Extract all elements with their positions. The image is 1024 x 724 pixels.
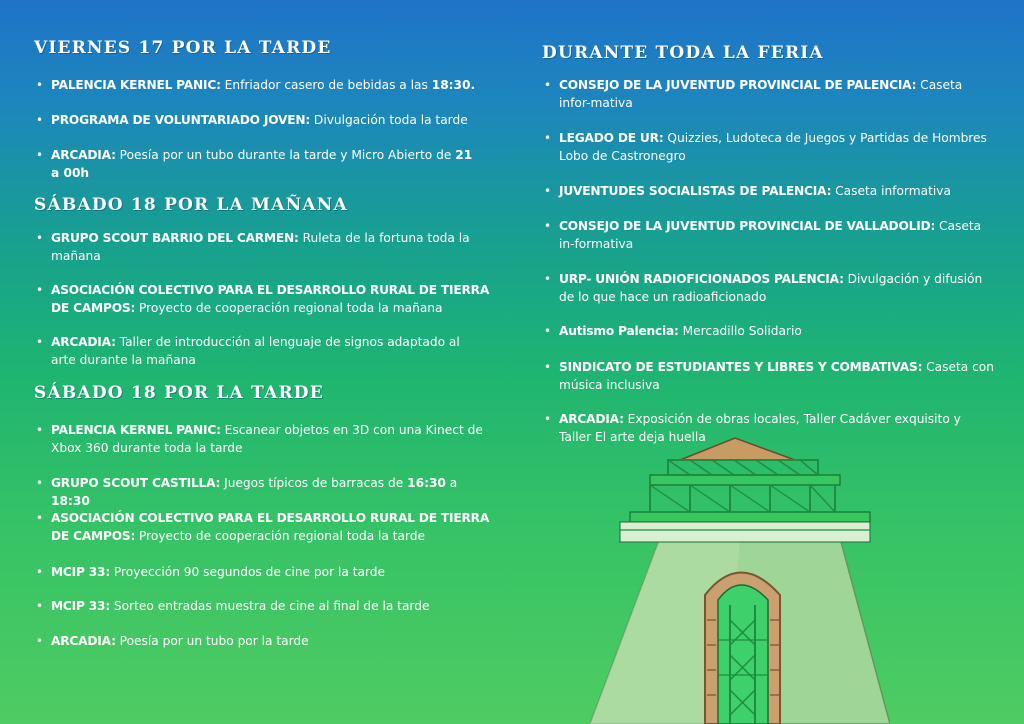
list-item	[34, 333, 484, 369]
item-text: Caseta informativa	[831, 184, 951, 198]
item-org: ARCADIA:	[51, 148, 116, 162]
item-text: Divulgación y difusión de lo que hace un radioaficionado	[559, 272, 983, 304]
item-text: Ruleta de la fortuna toda la mañana	[51, 231, 470, 263]
bullet-icon: •	[36, 599, 44, 613]
item-org: LEGADO DE UR:	[559, 131, 664, 145]
item-text: Proyecto de cooperación regional toda la mañana	[135, 301, 443, 315]
list-item	[34, 76, 494, 94]
bullet-icon: •	[36, 113, 44, 127]
item-org: MCIP 33:	[51, 599, 111, 613]
section-title-sabado-tarde: SÁBADO 18 POR LA TARDE	[34, 383, 324, 403]
item-text: Caseta in-formativa	[559, 219, 982, 251]
tower-illustration	[590, 430, 890, 724]
section-title-sabado-manana: SÁBADO 18 POR LA MAÑANA	[34, 195, 348, 215]
bullet-icon: •	[36, 476, 44, 490]
item-org: MCIP 33:	[51, 565, 111, 579]
bullet-icon: •	[544, 219, 552, 233]
list-item	[542, 76, 994, 112]
list-item	[34, 146, 484, 182]
bullet-icon: •	[544, 78, 552, 92]
list-item	[542, 358, 994, 394]
item-org: ARCADIA:	[559, 412, 624, 426]
item-org: ASOCIACIÓN COLECTIVO PARA EL DESARROLLO RURAL DE TIERRA DE CAMPOS:	[51, 511, 490, 543]
item-time: 18:30.	[431, 78, 476, 92]
item-text: Poesía por un tubo durante la tarde y Micro Abierto de	[115, 148, 456, 162]
item-text: Proyecto de cooperación regional toda la tarde	[135, 529, 426, 543]
item-org: URP- UNIÓN RADIOFICIONADOS PALENCIA:	[559, 272, 844, 286]
item-text: Caseta infor-mativa	[559, 78, 963, 110]
item-org: Autismo Palencia:	[559, 324, 679, 338]
bullet-icon: •	[36, 148, 44, 162]
list-item	[34, 509, 494, 545]
item-org: ARCADIA:	[51, 335, 116, 349]
item-org: PALENCIA KERNEL PANIC:	[51, 78, 221, 92]
item-text: Caseta con música inclusiva	[559, 360, 994, 392]
item-text: Taller de introducción al lenguaje de signos adaptado al arte durante la mañana	[51, 335, 460, 367]
item-time: 21 a 00h	[51, 148, 473, 180]
item-text: Divulgación toda la tarde	[310, 113, 468, 127]
bullet-icon: •	[544, 272, 552, 286]
list-item	[542, 322, 994, 340]
list-item	[34, 421, 494, 457]
item-org: CONSEJO DE LA JUVENTUD PROVINCIAL DE PALENCIA:	[559, 78, 917, 92]
bullet-icon: •	[36, 423, 44, 437]
bullet-icon: •	[544, 184, 552, 198]
bullet-icon: •	[36, 78, 44, 92]
item-text: Proyección 90 segundos de cine por la tarde	[110, 565, 385, 579]
list-item	[542, 182, 994, 200]
list-item	[542, 410, 994, 446]
item-org: JUVENTUDES SOCIALISTAS DE PALENCIA:	[559, 184, 832, 198]
list-item	[34, 111, 494, 129]
list-item	[34, 474, 494, 510]
item-text: Mercadillo Solidario	[678, 324, 802, 338]
item-text: a	[445, 476, 458, 490]
list-item	[542, 129, 994, 165]
item-text: Juegos típicos de barracas de	[220, 476, 408, 490]
item-text: Poesía por un tubo por la tarde	[115, 634, 309, 648]
list-item	[34, 563, 494, 581]
item-org: PALENCIA KERNEL PANIC:	[51, 423, 221, 437]
list-item	[34, 597, 494, 615]
bullet-icon: •	[544, 360, 552, 374]
bullet-icon: •	[36, 565, 44, 579]
item-org: PROGRAMA DE VOLUNTARIADO JOVEN:	[51, 113, 311, 127]
item-time: 18:30	[51, 494, 90, 508]
bullet-icon: •	[36, 634, 44, 648]
item-text: Enfriador casero de bebidas a las	[220, 78, 432, 92]
list-item	[34, 229, 484, 265]
item-time: 16:30	[407, 476, 446, 490]
section-title-viernes-tarde: VIERNES 17 POR LA TARDE	[34, 38, 332, 58]
list-item	[34, 632, 494, 650]
bullet-icon: •	[36, 283, 44, 297]
item-text: Sorteo entradas muestra de cine al final de la tarde	[110, 599, 430, 613]
item-text: Exposición de obras locales, Taller Cadáver exquisito y Taller El arte deja huella	[559, 412, 961, 444]
section-title-durante-feria: DURANTE TODA LA FERIA	[542, 43, 824, 63]
bullet-icon: •	[36, 335, 44, 349]
bullet-icon: •	[36, 511, 44, 525]
bullet-icon: •	[36, 231, 44, 245]
item-text: Quizzies, Ludoteca de Juegos y Partidas de Hombres Lobo de Castronegro	[559, 131, 987, 163]
bullet-icon: •	[544, 412, 552, 426]
item-org: ASOCIACIÓN COLECTIVO PARA EL DESARROLLO RURAL DE TIERRA DE CAMPOS:	[51, 283, 490, 315]
item-org: SINDICATO DE ESTUDIANTES Y LIBRES Y COMBATIVAS:	[559, 360, 923, 374]
list-item	[542, 217, 994, 253]
item-org: GRUPO SCOUT BARRIO DEL CARMEN:	[51, 231, 299, 245]
bullet-icon: •	[544, 324, 552, 338]
item-org: CONSEJO DE LA JUVENTUD PROVINCIAL DE VALLADOLID:	[559, 219, 936, 233]
list-item	[542, 270, 994, 306]
list-item	[34, 281, 494, 317]
item-org: GRUPO SCOUT CASTILLA:	[51, 476, 221, 490]
item-text: Escanear objetos en 3D con una Kinect de Xbox 360 durante toda la tarde	[51, 423, 483, 455]
bullet-icon: •	[544, 131, 552, 145]
item-org: ARCADIA:	[51, 634, 116, 648]
